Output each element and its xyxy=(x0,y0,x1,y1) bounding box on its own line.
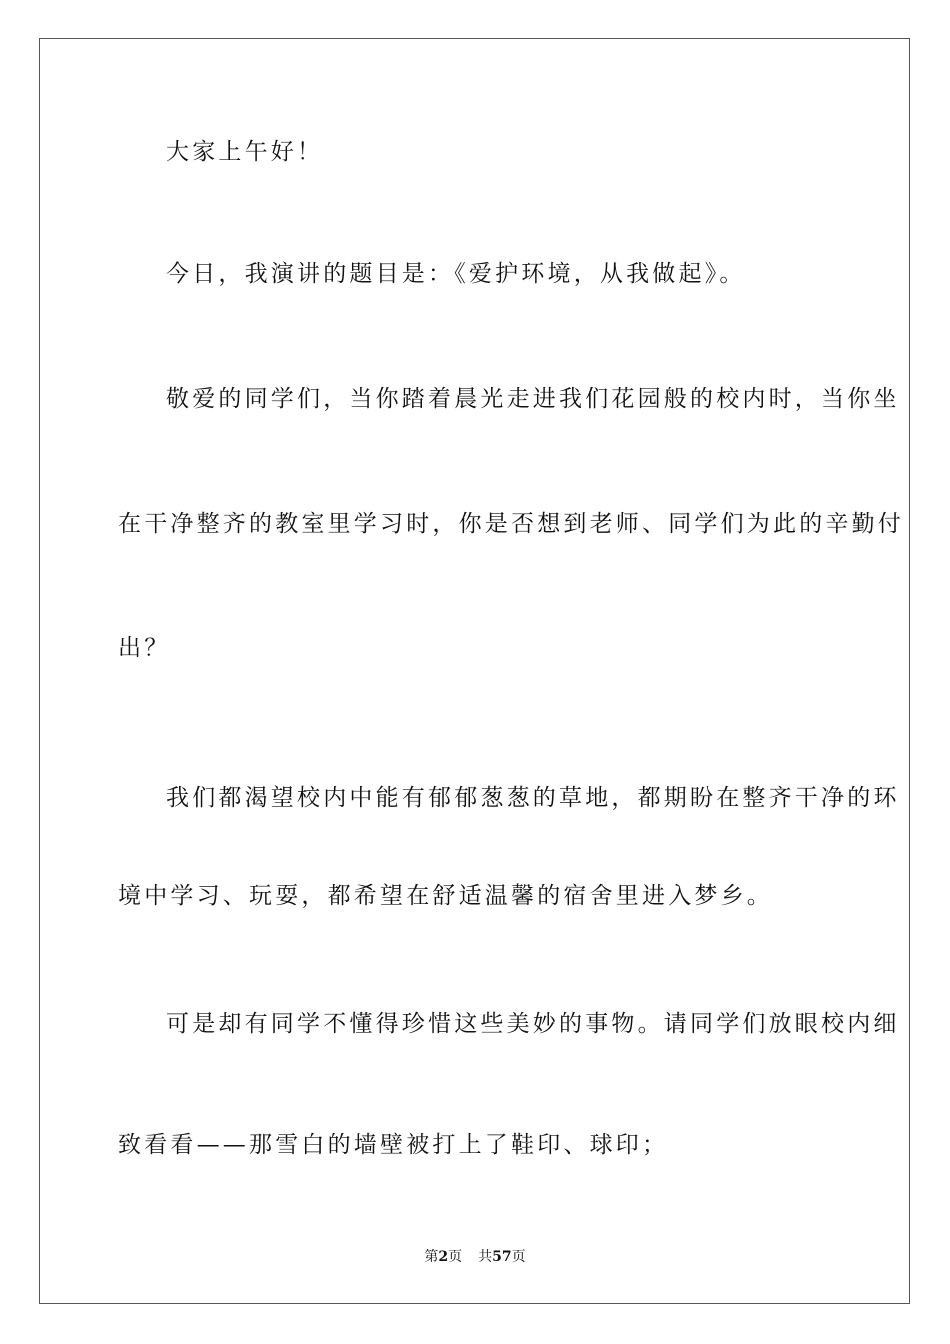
text-line: 今日，我演讲的题目是：《爱护环境，从我做起》。 xyxy=(166,261,746,287)
text-line: 大家上午好！ xyxy=(166,139,324,165)
page-footer xyxy=(0,1247,950,1267)
text-line: 出？ xyxy=(118,635,171,661)
page-prefix: 第 xyxy=(424,1249,439,1265)
text-line: 致看看——那雪白的墙壁被打上了鞋印、球印； xyxy=(118,1132,669,1158)
text-line: 可是却有同学不懂得珍惜这些美妙的事物。请同学们放眼校内细 xyxy=(166,1011,900,1037)
text-line: 敬爱的同学们，当你踏着晨光走进我们花园般的校内时，当你坐 xyxy=(166,386,900,412)
text-line: 在干净整齐的教室里学习时，你是否想到老师、同学们为此的辛勤付 xyxy=(118,511,904,537)
page-suffix: 页 xyxy=(448,1249,463,1265)
text-line: 境中学习、玩耍，都希望在舒适温馨的宿舍里进入梦乡。 xyxy=(118,883,773,909)
total-suffix: 页 xyxy=(511,1249,526,1265)
page-number: 2 xyxy=(438,1249,449,1265)
total-prefix: 共 xyxy=(478,1249,493,1265)
total-pages: 57 xyxy=(492,1249,512,1265)
page-frame xyxy=(39,38,910,1304)
text-line: 我们都渴望校内中能有郁郁葱葱的草地，都期盼在整齐干净的环 xyxy=(166,785,900,811)
